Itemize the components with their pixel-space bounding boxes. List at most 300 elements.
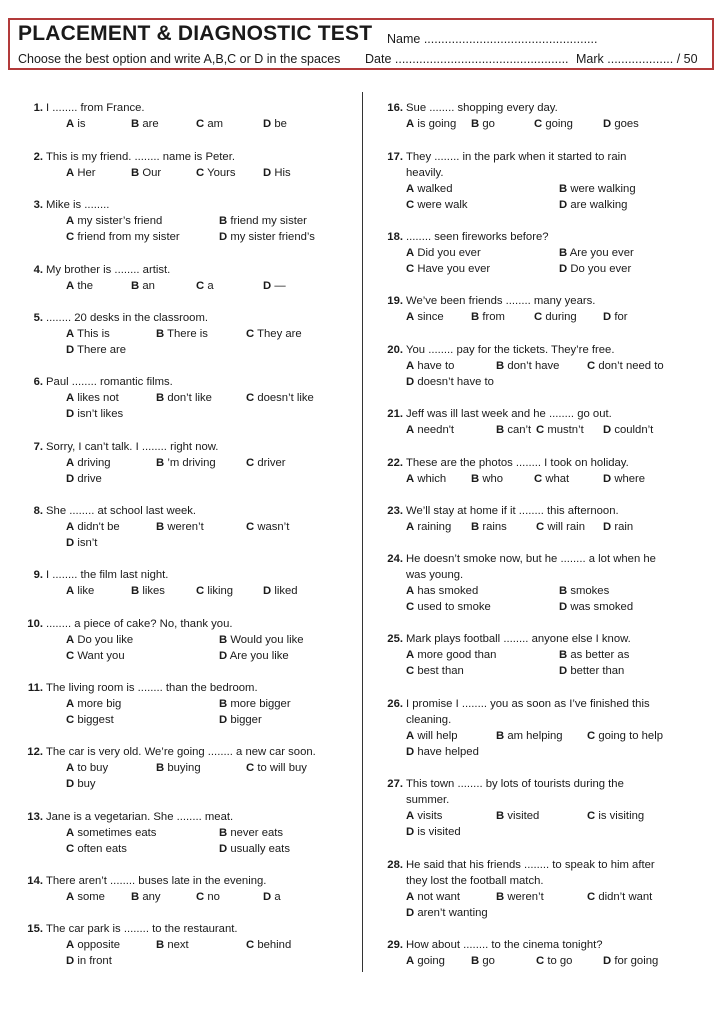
question-20 [377, 342, 712, 390]
option-letter: B [471, 118, 480, 130]
option-a[interactable] [66, 519, 120, 535]
option-d[interactable] [603, 519, 633, 535]
question-17 [377, 149, 712, 213]
question-number: 15. [27, 923, 43, 935]
option-d[interactable] [603, 471, 645, 487]
option-letter: B [559, 183, 568, 195]
option-letter: B [496, 810, 505, 822]
option-text: Do you like [77, 634, 134, 646]
option-a[interactable] [66, 825, 156, 841]
option-c[interactable] [587, 889, 652, 905]
option-c[interactable] [536, 953, 572, 969]
option-b[interactable] [131, 889, 161, 905]
option-letter: A [66, 167, 75, 179]
question-9 [17, 567, 352, 599]
option-c[interactable] [534, 471, 569, 487]
option-d[interactable] [66, 406, 123, 422]
option-a[interactable] [406, 583, 478, 599]
option-c[interactable] [536, 519, 585, 535]
option-c[interactable] [66, 841, 127, 857]
option-letter: A [406, 585, 415, 597]
option-text: friend my sister [230, 215, 307, 227]
option-a[interactable] [66, 696, 121, 712]
option-a[interactable] [66, 326, 110, 342]
option-a[interactable] [66, 455, 111, 471]
option-c[interactable] [534, 116, 573, 132]
option-letter: A [66, 118, 75, 130]
option-text: Her [77, 167, 96, 179]
option-text: going [545, 118, 573, 130]
option-letter: C [536, 955, 545, 967]
option-b[interactable] [496, 889, 544, 905]
option-b[interactable] [219, 825, 283, 841]
option-a[interactable] [66, 760, 108, 776]
option-d[interactable] [406, 905, 488, 921]
option-text: visits [417, 810, 443, 822]
option-c[interactable] [246, 455, 286, 471]
option-text: Want you [77, 650, 125, 662]
option-a[interactable] [66, 165, 96, 181]
option-b[interactable] [219, 696, 291, 712]
option-letter: C [66, 650, 75, 662]
option-text: opposite [77, 939, 121, 951]
question-number: 17. [387, 151, 403, 163]
option-letter: C [406, 263, 415, 275]
option-letter: A [406, 247, 415, 259]
option-d[interactable] [219, 841, 290, 857]
option-b[interactable] [471, 471, 503, 487]
question-number: 2. [33, 151, 43, 163]
option-text: going to help [598, 730, 664, 742]
option-b[interactable] [559, 647, 629, 663]
option-text: Have you ever [417, 263, 491, 275]
option-letter: B [219, 698, 228, 710]
option-d[interactable] [559, 663, 624, 679]
option-d[interactable] [219, 229, 315, 245]
option-text: likes not [77, 392, 119, 404]
question-text: He doesn’t smoke now, but he ........ a lot when he [406, 553, 656, 565]
question-text: Sorry, I can’t talk. I ........ right now. [46, 441, 219, 453]
option-text: in front [77, 955, 112, 967]
option-a[interactable] [406, 309, 444, 325]
option-letter: C [536, 424, 545, 436]
option-letter: B [131, 167, 140, 179]
option-d[interactable] [263, 165, 291, 181]
question-number: 13. [27, 811, 43, 823]
option-b[interactable] [496, 358, 559, 374]
option-text: am [207, 118, 224, 130]
question-text: I ........ from France. [46, 102, 145, 114]
option-c[interactable] [406, 663, 464, 679]
option-letter: D [559, 601, 568, 613]
question-text: You ........ pay for the tickets. They’re free. [406, 344, 615, 356]
question-number: 26. [387, 698, 403, 710]
option-a[interactable] [406, 519, 451, 535]
option-letter: D [603, 521, 612, 533]
question-text-continued: heavily. [406, 167, 444, 179]
question-number: 25. [387, 633, 403, 645]
question-number: 24. [387, 553, 403, 565]
option-b[interactable] [559, 583, 609, 599]
option-text: raining [417, 521, 452, 533]
option-letter: A [406, 183, 415, 195]
option-letter: C [534, 118, 543, 130]
option-d[interactable] [406, 744, 479, 760]
question-number: 1. [33, 102, 43, 114]
option-d[interactable] [66, 535, 97, 551]
option-text: my sister friend’s [230, 231, 315, 243]
question-29 [377, 937, 712, 969]
option-b[interactable] [559, 245, 634, 261]
option-c[interactable] [246, 519, 289, 535]
option-b[interactable] [131, 278, 155, 294]
option-text: driver [257, 457, 286, 469]
option-letter: D [219, 650, 228, 662]
option-text: for [614, 311, 628, 323]
option-text: needn't [417, 424, 455, 436]
option-letter: C [587, 360, 596, 372]
option-a[interactable] [406, 471, 446, 487]
option-letter: D [219, 714, 228, 726]
option-b[interactable] [131, 583, 165, 599]
question-8 [17, 503, 352, 551]
option-letter: C [196, 280, 205, 292]
option-text: wasn’t [257, 521, 290, 533]
option-text: never eats [230, 827, 284, 839]
option-c[interactable] [536, 422, 584, 438]
question-text: We’ve been friends ........ many years. [406, 295, 596, 307]
option-text: were walking [570, 183, 636, 195]
option-a[interactable] [66, 583, 94, 599]
option-d[interactable] [219, 648, 289, 664]
option-b[interactable] [471, 519, 507, 535]
option-letter: A [66, 457, 75, 469]
question-text: The car is very old. We’re going ........ a new car soon. [46, 746, 316, 758]
option-b[interactable] [156, 519, 204, 535]
mark-field[interactable]: Mark ................... / 50 [576, 52, 698, 66]
option-text: go [482, 118, 495, 130]
option-letter: D [219, 843, 228, 855]
option-c[interactable] [196, 889, 220, 905]
question-number: 12. [27, 746, 43, 758]
question-number: 19. [387, 295, 403, 307]
option-a[interactable] [406, 181, 452, 197]
option-letter: D [406, 746, 415, 758]
date-field[interactable]: Date .................................................. [365, 52, 569, 66]
question-22 [377, 455, 712, 487]
option-b[interactable] [471, 309, 505, 325]
option-text: no [207, 891, 220, 903]
option-text: are [142, 118, 159, 130]
option-letter: B [496, 424, 505, 436]
question-text: He said that his friends ........ to speak to him after [406, 859, 655, 871]
option-b[interactable] [471, 116, 495, 132]
option-text: are walking [570, 199, 628, 211]
option-d[interactable] [66, 953, 112, 969]
option-text: a [274, 891, 281, 903]
option-c[interactable] [66, 648, 125, 664]
option-letter: D [66, 408, 75, 420]
option-d[interactable] [263, 116, 287, 132]
option-b[interactable] [559, 181, 636, 197]
question-text: This town ........ by lots of tourists during the [406, 778, 624, 790]
question-16 [377, 100, 712, 132]
question-21 [377, 406, 712, 438]
option-text: aren’t wanting [417, 907, 488, 919]
option-letter: B [559, 649, 568, 661]
option-text: an [142, 280, 155, 292]
option-text: like [77, 585, 95, 597]
option-b[interactable] [131, 116, 159, 132]
question-text: Sue ........ shopping every day. [406, 102, 558, 114]
option-letter: B [131, 118, 140, 130]
option-b[interactable] [131, 165, 161, 181]
option-text: couldn’t [614, 424, 654, 436]
option-text: didn't be [77, 521, 120, 533]
option-letter: B [471, 311, 480, 323]
option-letter: C [246, 762, 255, 774]
option-c[interactable] [66, 229, 180, 245]
option-letter: D [603, 118, 612, 130]
option-text: some [77, 891, 105, 903]
option-letter: B [496, 360, 505, 372]
option-c[interactable] [406, 599, 491, 615]
question-number: 4. [33, 264, 43, 276]
question-text: This is my friend. ........ name is Peter. [46, 151, 235, 163]
option-text: am helping [507, 730, 563, 742]
question-number: 7. [33, 441, 43, 453]
option-letter: C [534, 311, 543, 323]
option-text: doesn’t have to [417, 376, 494, 388]
option-c[interactable] [246, 760, 307, 776]
question-24 [377, 551, 712, 615]
option-letter: D [263, 280, 272, 292]
option-d[interactable] [263, 889, 281, 905]
option-c[interactable] [406, 197, 468, 213]
option-text: His [274, 167, 291, 179]
option-c[interactable] [587, 728, 663, 744]
option-text: is visiting [598, 810, 645, 822]
question-28 [377, 857, 712, 921]
question-26 [377, 696, 712, 760]
option-d[interactable] [603, 116, 639, 132]
option-letter: C [196, 167, 205, 179]
option-a[interactable] [406, 647, 496, 663]
option-text: drive [77, 473, 102, 485]
option-text: behind [257, 939, 292, 951]
option-letter: A [406, 424, 415, 436]
option-letter: D [603, 473, 612, 485]
option-text: is visited [417, 826, 461, 838]
option-letter: B [156, 521, 165, 533]
option-c[interactable] [196, 278, 214, 294]
option-c[interactable] [196, 165, 236, 181]
option-a[interactable] [66, 889, 105, 905]
option-d[interactable] [603, 953, 658, 969]
option-text: to will buy [257, 762, 307, 774]
option-b[interactable] [496, 422, 531, 438]
option-d[interactable] [66, 342, 126, 358]
question-number: 22. [387, 457, 403, 469]
question-text: We’ll stay at home if it ........ this afternoon. [406, 505, 619, 517]
option-text: going [417, 955, 445, 967]
option-text: This is [77, 328, 110, 340]
option-a[interactable] [406, 728, 458, 744]
option-text: were walk [417, 199, 468, 211]
option-letter: C [66, 843, 75, 855]
option-text: weren’t [507, 891, 544, 903]
question-7 [17, 439, 352, 487]
question-text: ........ 20 desks in the classroom. [46, 312, 208, 324]
option-letter: A [66, 215, 75, 227]
option-text: from [482, 311, 505, 323]
option-letter: D [406, 826, 415, 838]
option-c[interactable] [587, 358, 664, 374]
option-letter: D [66, 955, 75, 967]
option-b[interactable] [156, 455, 216, 471]
question-3 [17, 197, 352, 245]
option-b[interactable] [219, 632, 304, 648]
option-text: have helped [417, 746, 479, 758]
option-b[interactable] [156, 937, 189, 953]
option-c[interactable] [246, 326, 302, 342]
option-b[interactable] [496, 808, 539, 824]
option-letter: B [496, 730, 505, 742]
option-a[interactable] [406, 808, 442, 824]
option-text: go [482, 955, 495, 967]
option-letter: B [471, 955, 480, 967]
option-c[interactable] [196, 116, 223, 132]
option-text: don’t like [167, 392, 212, 404]
option-text: There are [77, 344, 127, 356]
option-b[interactable] [219, 213, 307, 229]
option-c[interactable] [406, 261, 490, 277]
question-text: She ........ at school last week. [46, 505, 197, 517]
option-d[interactable] [66, 776, 96, 792]
option-d[interactable] [263, 278, 286, 294]
option-text: next [167, 939, 189, 951]
option-text: Are you ever [569, 247, 634, 259]
option-letter: B [219, 827, 228, 839]
option-c[interactable] [196, 583, 233, 599]
option-a[interactable] [66, 116, 85, 132]
option-letter: B [559, 585, 568, 597]
question-text: ........ a piece of cake? No, thank you. [46, 618, 233, 630]
option-d[interactable] [219, 712, 262, 728]
option-a[interactable] [406, 953, 445, 969]
option-letter: D [263, 585, 272, 597]
option-letter: A [406, 360, 415, 372]
option-d[interactable] [603, 422, 653, 438]
option-letter: A [406, 730, 415, 742]
option-a[interactable] [406, 358, 454, 374]
option-c[interactable] [587, 808, 644, 824]
instructions: Choose the best option and write A,B,C or D in the spaces [18, 52, 341, 66]
option-a[interactable] [406, 116, 456, 132]
question-text: Paul ........ romantic films. [46, 376, 173, 388]
question-text: How about ........ to the cinema tonight? [406, 939, 603, 951]
option-a[interactable] [406, 245, 481, 261]
option-letter: C [246, 521, 255, 533]
option-text: during [545, 311, 577, 323]
question-number: 10. [27, 618, 43, 630]
option-text: used to smoke [417, 601, 491, 613]
option-a[interactable] [406, 422, 454, 438]
option-text: smokes [570, 585, 610, 597]
option-d[interactable] [263, 583, 298, 599]
option-c[interactable] [246, 390, 314, 406]
option-letter: C [406, 665, 415, 677]
option-text: will rain [547, 521, 585, 533]
option-a[interactable] [66, 390, 119, 406]
option-d[interactable] [406, 824, 461, 840]
option-text: where [614, 473, 646, 485]
option-letter: D [219, 231, 228, 243]
option-text: which [417, 473, 447, 485]
option-letter: A [66, 634, 75, 646]
option-text: isn’t likes [77, 408, 124, 420]
option-letter: A [406, 521, 415, 533]
option-d[interactable] [559, 261, 631, 277]
option-text: rain [614, 521, 634, 533]
option-a[interactable] [406, 889, 460, 905]
question-number: 29. [387, 939, 403, 951]
option-letter: A [406, 891, 415, 903]
test-header [8, 18, 714, 70]
option-text: more good than [417, 649, 497, 661]
option-d[interactable] [559, 599, 633, 615]
option-text: driving [77, 457, 111, 469]
option-b[interactable] [156, 326, 208, 342]
option-letter: A [66, 762, 75, 774]
option-text: Our [142, 167, 162, 179]
option-c[interactable] [66, 712, 114, 728]
option-d[interactable] [559, 197, 627, 213]
option-b[interactable] [156, 760, 201, 776]
option-letter: D [263, 118, 272, 130]
option-a[interactable] [66, 278, 93, 294]
option-letter: C [534, 473, 543, 485]
option-a[interactable] [66, 632, 133, 648]
question-text: The living room is ........ than the bedroom. [46, 682, 258, 694]
option-d[interactable] [603, 309, 628, 325]
question-10 [17, 616, 352, 664]
test-title: PLACEMENT & DIAGNOSTIC TEST [18, 22, 373, 45]
option-a[interactable] [66, 213, 162, 229]
option-b[interactable] [471, 953, 495, 969]
option-d[interactable] [66, 471, 102, 487]
option-text: as better as [570, 649, 630, 661]
option-c[interactable] [534, 309, 577, 325]
question-25 [377, 631, 712, 679]
option-d[interactable] [406, 374, 494, 390]
option-letter: B [131, 585, 140, 597]
option-text: walked [417, 183, 453, 195]
option-letter: B [156, 457, 165, 469]
question-number: 23. [387, 505, 403, 517]
option-letter: D [559, 665, 568, 677]
option-b[interactable] [496, 728, 563, 744]
option-letter: B [219, 634, 228, 646]
option-text: visited [507, 810, 540, 822]
question-text: These are the photos ........ I took on holiday. [406, 457, 629, 469]
option-a[interactable] [66, 937, 120, 953]
option-c[interactable] [246, 937, 291, 953]
name-field[interactable]: Name .................................................. [387, 32, 598, 46]
option-letter: A [406, 649, 415, 661]
option-b[interactable] [156, 390, 212, 406]
question-text: The car park is ........ to the restaurant. [46, 923, 238, 935]
